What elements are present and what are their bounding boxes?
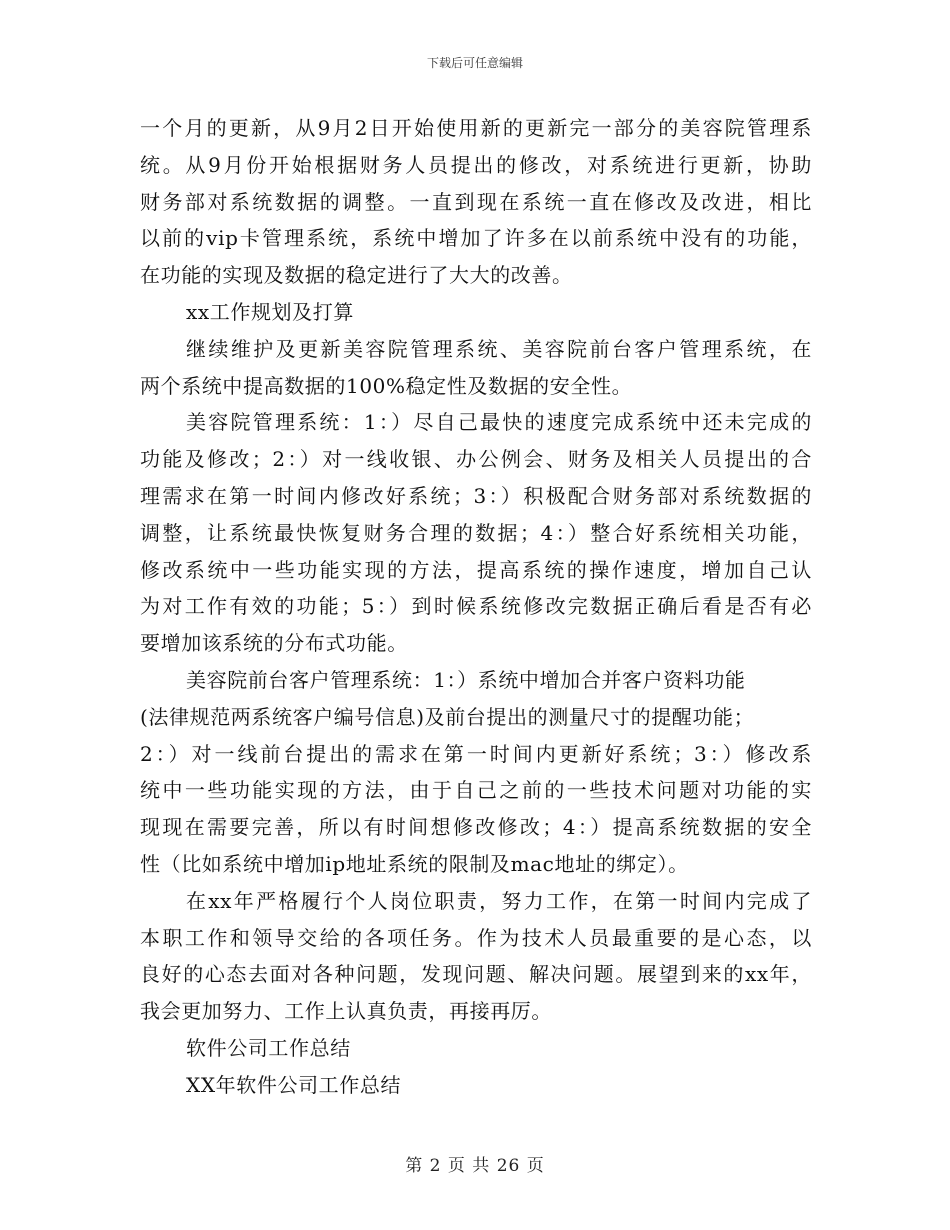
text-line: 为对工作有效的功能；5：）到时候系统修改完数据正确后看是否有必 <box>140 594 812 619</box>
text-line: 本职工作和领导交给的各项任务。作为技术人员最重要的是心态，以 <box>140 925 812 950</box>
text-line: 性（比如系统中增加ip地址系统的限制及mac地址的绑定）。 <box>140 851 689 876</box>
text-line: 财务部对系统数据的调整。一直到现在系统一直在修改及改进，相比 <box>140 189 812 214</box>
text-line: 美容院管理系统：1：）尽自己最快的速度完成系统中还未完成的 <box>186 410 812 435</box>
text-line: 统中一些功能实现的方法，由于自己之前的一些技术问题对功能的实 <box>140 778 812 803</box>
text-line: 一个月的更新，从9月2日开始使用新的更新完一部分的美容院管理系 <box>140 116 812 140</box>
section-heading: XX年软件公司工作总结 <box>186 1072 402 1097</box>
text-line: 2：）对一线前台提出的需求在第一时间内更新好系统；3：）修改系 <box>140 741 812 766</box>
text-line: 以前的vip卡管理系统，系统中增加了许多在以前系统中没有的功能， <box>140 226 812 251</box>
page-header: 下载后可任意编辑 <box>426 56 523 70</box>
text-line: 继续维护及更新美容院管理系统、美容院前台客户管理系统，在 <box>186 336 812 361</box>
text-line: 调整，让系统最快恢复财务合理的数据；4：）整合好系统相关功能， <box>140 520 812 545</box>
text-line: 良好的心态去面对各种问题，发现问题、解决问题。展望到来的xx年， <box>140 962 812 987</box>
text-line: 现现在需要完善，所以有时间想修改修改；4：）提高系统数据的安全 <box>140 815 812 840</box>
text-line: 修改系统中一些功能实现的方法，提高系统的操作速度，增加自己认 <box>140 557 812 582</box>
text-line: 在功能的实现及数据的稳定进行了大大的改善。 <box>140 263 573 288</box>
text-line: 统。从9月份开始根据财务人员提出的修改，对系统进行更新，协助 <box>140 152 812 177</box>
text-line: 在xx年严格履行个人岗位职责，努力工作，在第一时间内完成了 <box>186 888 812 913</box>
text-line: 功能及修改；2：）对一线收银、办公例会、财务及相关人员提出的合 <box>140 447 812 472</box>
text-line: 我会更加努力、工作上认真负责，再接再厉。 <box>140 999 552 1024</box>
document-body <box>140 110 812 1104</box>
page-number: 第 2 页 共 26 页 <box>405 1156 545 1176</box>
text-line: 理需求在第一时间内修改好系统；3：）积极配合财务部对系统数据的 <box>140 483 812 508</box>
text-line: 要增加该系统的分布式功能。 <box>140 631 408 656</box>
text-line: (法律规范两系统客户编号信息)及前台提出的测量尺寸的提醒功能； <box>140 704 755 729</box>
text-line: 两个系统中提高数据的100%稳定性及数据的安全性。 <box>140 373 633 398</box>
section-heading: 软件公司工作总结 <box>186 1035 351 1060</box>
section-heading: xx工作规划及打算 <box>186 299 354 324</box>
text-line: 美容院前台客户管理系统：1：）系统中增加合并客户资料功能 <box>186 667 746 692</box>
